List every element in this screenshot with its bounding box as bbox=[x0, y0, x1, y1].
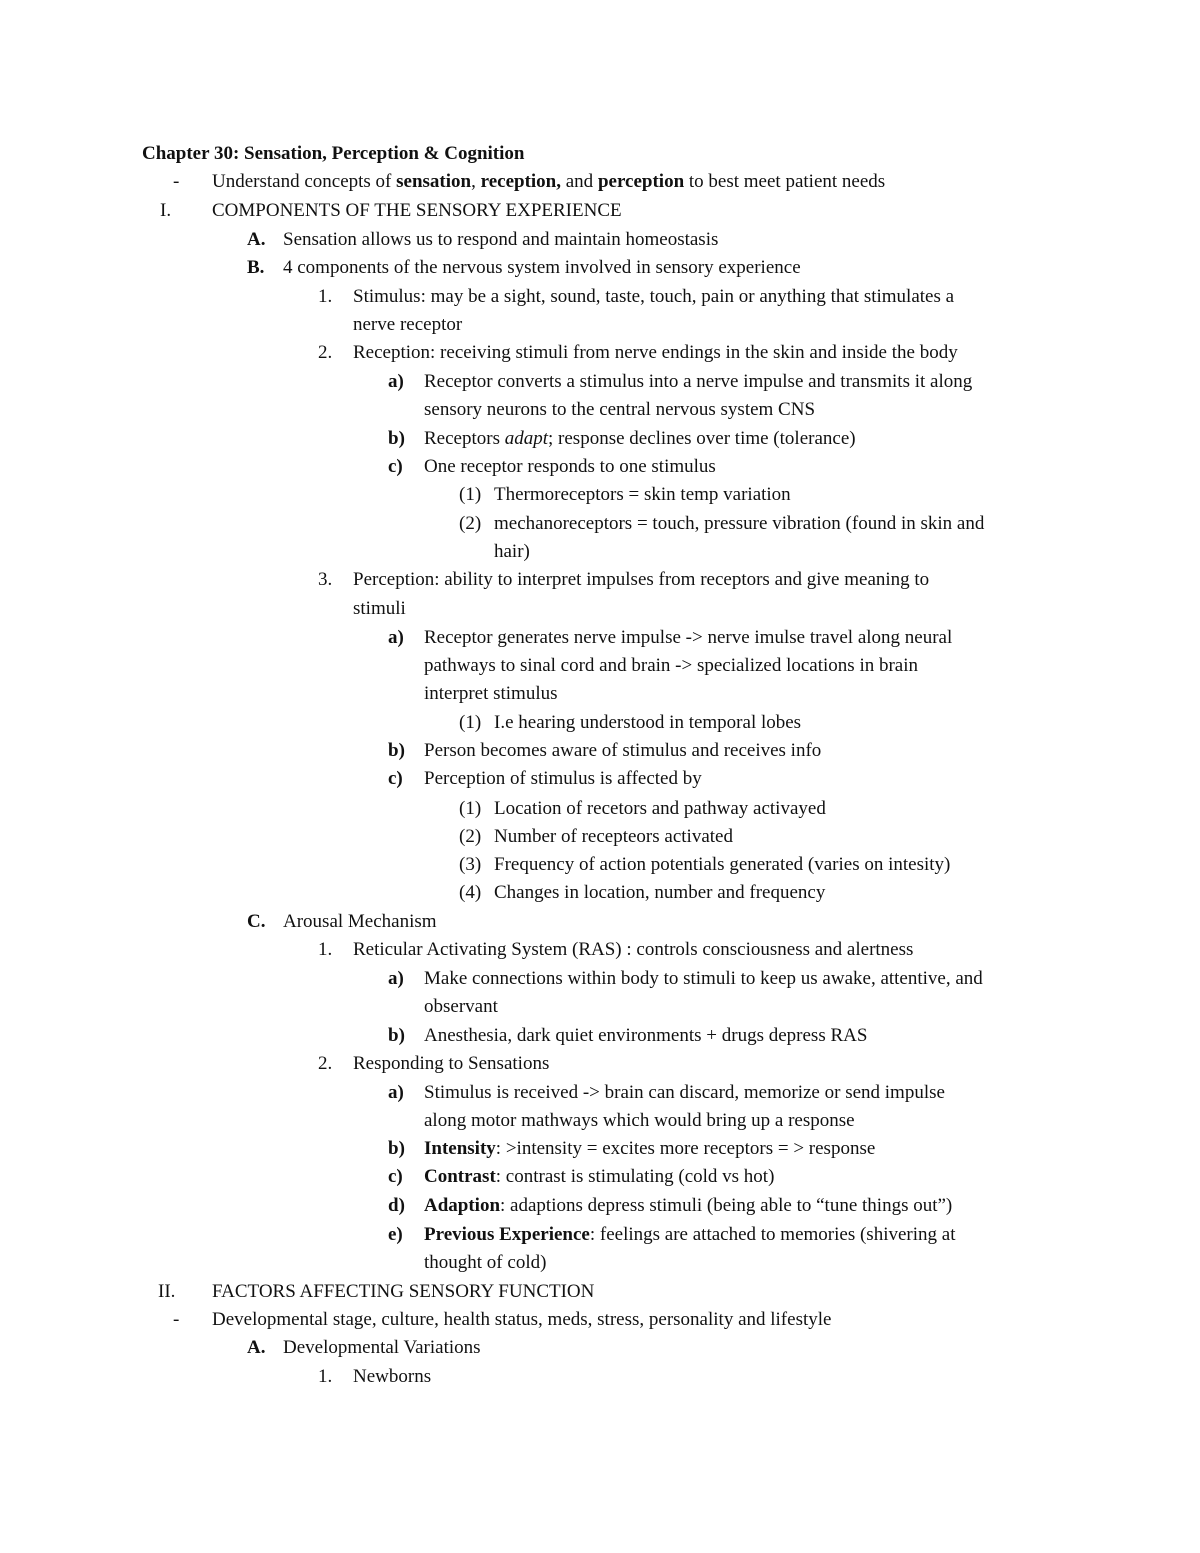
sub-letter-marker: a) bbox=[388, 968, 404, 989]
item-1B3c1: Location of recetors and pathway activayed bbox=[494, 798, 826, 819]
dash-marker: - bbox=[173, 1309, 180, 1330]
paren-marker: (1) bbox=[459, 712, 482, 733]
item-1B3-line2: stimuli bbox=[353, 598, 406, 619]
paren-marker: (4) bbox=[459, 882, 482, 903]
item-1C2d: Adaption: adaptions depress stimuli (being able to “tune things out”) bbox=[424, 1195, 953, 1216]
item-1B3c3: Frequency of action potentials generated (varies on intesity) bbox=[494, 854, 951, 875]
number-marker: 2. bbox=[318, 342, 333, 363]
number-marker: 2. bbox=[318, 1053, 333, 1074]
item-2A1: Newborns bbox=[353, 1366, 432, 1387]
sub-letter-marker: c) bbox=[388, 768, 403, 789]
letter-marker-B: B. bbox=[247, 257, 265, 278]
item-1C1a-line2: observant bbox=[424, 996, 498, 1017]
paren-marker: (3) bbox=[459, 854, 482, 875]
item-1B2c: One receptor responds to one stimulus bbox=[424, 456, 716, 477]
item-1C2a-line1: Stimulus is received -> brain can discard, memorize or send impulse bbox=[424, 1082, 945, 1103]
intro-line: Understand concepts of sensation, reception, and perception to best meet patient needs bbox=[212, 171, 886, 192]
item-1B3a-line3: interpret stimulus bbox=[424, 683, 558, 704]
document-title: Chapter 30: Sensation, Perception & Cognition bbox=[142, 143, 525, 164]
item-1C2a-line2: along motor mathways which would bring up a response bbox=[424, 1110, 855, 1131]
item-1B3a-line1: Receptor generates nerve impulse -> nerve imulse travel along neural bbox=[424, 627, 953, 648]
number-marker: 1. bbox=[318, 286, 333, 307]
number-marker: 1. bbox=[318, 939, 333, 960]
sub-letter-marker: a) bbox=[388, 371, 404, 392]
item-1B2c2-line1: mechanoreceptors = touch, pressure vibration (found in skin and bbox=[494, 513, 985, 534]
sub-letter-marker: c) bbox=[388, 456, 403, 477]
sub-letter-marker: c) bbox=[388, 1166, 403, 1187]
item-1B3c: Perception of stimulus is affected by bbox=[424, 768, 702, 789]
item-1C1b: Anesthesia, dark quiet environments + drugs depress RAS bbox=[424, 1025, 868, 1046]
number-marker: 1. bbox=[318, 1366, 333, 1387]
item-2A: Developmental Variations bbox=[283, 1337, 481, 1358]
item-1B3c2: Number of recepteors activated bbox=[494, 826, 733, 847]
sub-letter-marker: b) bbox=[388, 740, 405, 761]
letter-marker-A: A. bbox=[247, 229, 266, 250]
item-1C: Arousal Mechanism bbox=[283, 911, 437, 932]
item-1B2c1: Thermoreceptors = skin temp variation bbox=[494, 484, 791, 505]
item-1B2: Reception: receiving stimuli from nerve endings in the skin and inside the body bbox=[353, 342, 958, 363]
item-1B1-line1: Stimulus: may be a sight, sound, taste, touch, pain or anything that stimulates a bbox=[353, 286, 955, 307]
item-1C1: Reticular Activating System (RAS) : controls consciousness and alertness bbox=[353, 939, 914, 960]
item-1C2e-line1: Previous Experience: feelings are attached to memories (shivering at bbox=[424, 1224, 956, 1245]
letter-marker-C: C. bbox=[247, 911, 266, 932]
item-1B2a-line2: sensory neurons to the central nervous system CNS bbox=[424, 399, 816, 420]
item-1B2a-line1: Receptor converts a stimulus into a nerve impulse and transmits it along bbox=[424, 371, 973, 392]
number-marker: 3. bbox=[318, 569, 333, 590]
paren-marker: (1) bbox=[459, 484, 482, 505]
item-1B1-line2: nerve receptor bbox=[353, 314, 463, 335]
paren-marker: (1) bbox=[459, 798, 482, 819]
paren-marker: (2) bbox=[459, 826, 482, 847]
item-1C2: Responding to Sensations bbox=[353, 1053, 550, 1074]
paren-marker: (2) bbox=[459, 513, 482, 534]
section-1-heading: COMPONENTS OF THE SENSORY EXPERIENCE bbox=[212, 200, 622, 221]
dash-marker: - bbox=[173, 171, 180, 192]
sub-letter-marker: b) bbox=[388, 1138, 405, 1159]
item-1B3a1: I.e hearing understood in temporal lobes bbox=[494, 712, 802, 733]
sub-letter-marker: e) bbox=[388, 1224, 403, 1245]
sub-letter-marker: b) bbox=[388, 428, 405, 449]
item-1B3c4: Changes in location, number and frequency bbox=[494, 882, 826, 903]
item-1B2b: Receptors adapt; response declines over time (tolerance) bbox=[424, 428, 856, 449]
sub-letter-marker: d) bbox=[388, 1195, 405, 1216]
item-1B3a-line2: pathways to sinal cord and brain -> specialized locations in brain bbox=[424, 655, 919, 676]
letter-marker-A: A. bbox=[247, 1337, 266, 1358]
section-2-note: Developmental stage, culture, health status, meds, stress, personality and lifestyle bbox=[212, 1309, 832, 1330]
item-1B2c2-line2: hair) bbox=[494, 541, 530, 562]
item-1B3-line1: Perception: ability to interpret impulses from receptors and give meaning to bbox=[353, 569, 930, 590]
item-1A: Sensation allows us to respond and maintain homeostasis bbox=[283, 229, 719, 250]
sub-letter-marker: b) bbox=[388, 1025, 405, 1046]
sub-letter-marker: a) bbox=[388, 1082, 404, 1103]
roman-marker-1: I. bbox=[160, 200, 172, 221]
item-1C2e-line2: thought of cold) bbox=[424, 1252, 547, 1273]
item-1C2c: Contrast: contrast is stimulating (cold vs hot) bbox=[424, 1166, 775, 1187]
item-1B: 4 components of the nervous system involved in sensory experience bbox=[283, 257, 801, 278]
sub-letter-marker: a) bbox=[388, 627, 404, 648]
item-1C1a-line1: Make connections within body to stimuli to keep us awake, attentive, and bbox=[424, 968, 983, 989]
item-1B3b: Person becomes aware of stimulus and receives info bbox=[424, 740, 822, 761]
section-2-heading: FACTORS AFFECTING SENSORY FUNCTION bbox=[212, 1281, 595, 1302]
roman-marker-2: II. bbox=[158, 1281, 176, 1302]
item-1C2b: Intensity: >intensity = excites more receptors = > response bbox=[424, 1138, 876, 1159]
